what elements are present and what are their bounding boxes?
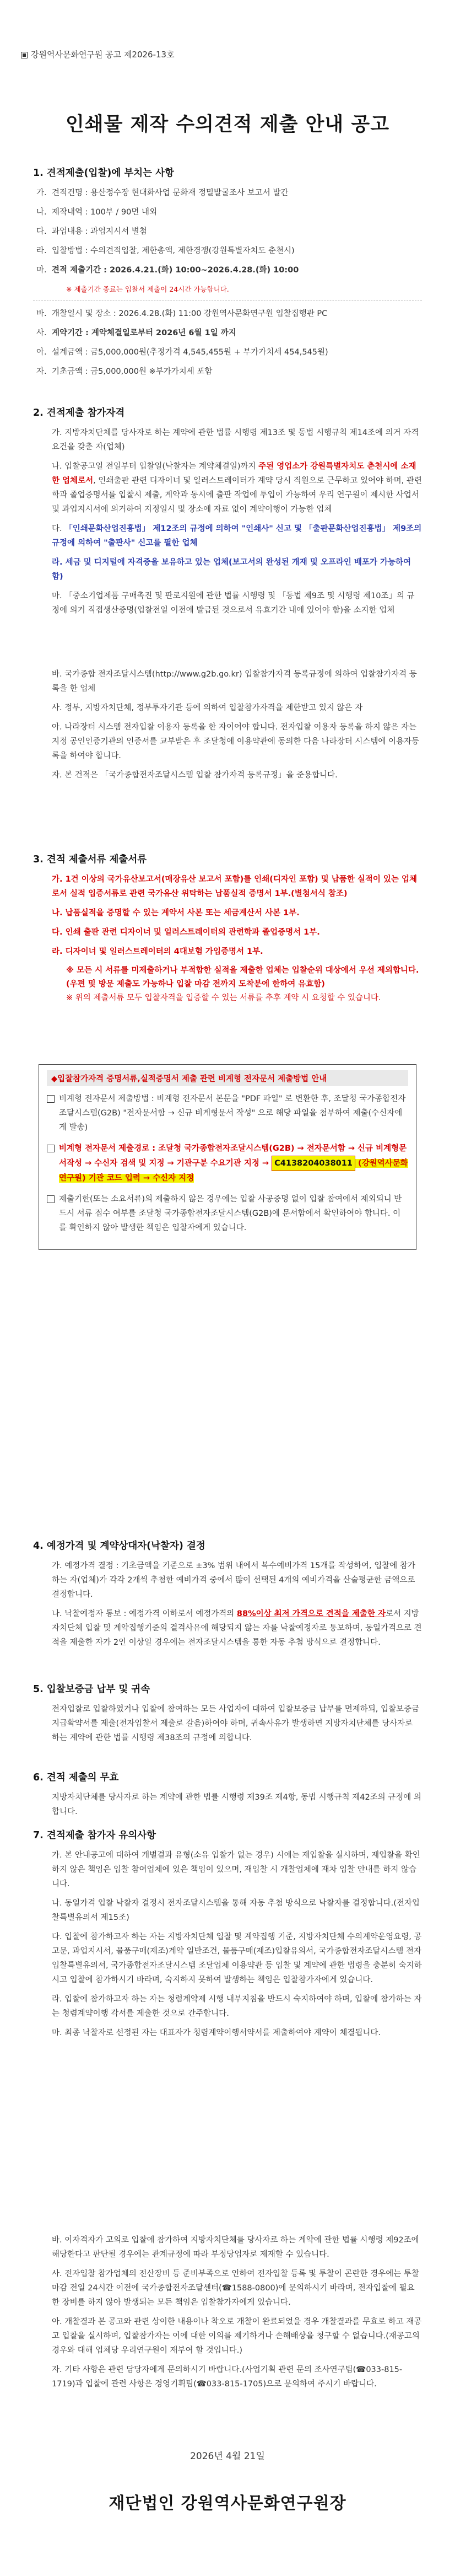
item-label: 바. — [36, 309, 47, 318]
section-3-title: 3. 견적 제출서류 제출서류 — [33, 854, 147, 865]
text: 나. 낙찰예정자 통보 : 예정가격 이하로서 예정가격의 — [52, 1609, 237, 1618]
item-text: 개찰일시 및 장소 : 2026.4.28.(화) 11:00 강원역사문화연구원 입찰집행관 PC — [52, 309, 328, 318]
s7-item-b: 나. 동일가격 입찰 낙찰자 결정시 전자조달시스템을 통해 자동 추첨 방식으로 낙찰자를 결정합니다.(전자입찰특별유의서 제15조) — [52, 1899, 420, 1922]
section-7-continued — [33, 2233, 422, 2396]
s1-item-ga — [33, 186, 422, 200]
s1-item-ba — [33, 307, 422, 321]
s2-item-i: 자. 본 건적은 「국가종합전자조달시스템 입찰 참가자격 등록규정」을 준용합니다. — [52, 771, 338, 780]
divider — [33, 300, 422, 301]
s2-item-a: 가. 지방자치단체를 당사자로 하는 계약에 관한 법률 시행령 제13조 및 동법 시행규칙 제14조에 의거 자격요건을 갖춘 자(업체) — [52, 428, 419, 452]
text: 나. 입찰공고일 전일부터 입찰일(낙찰자는 계약체결일)까지 — [52, 462, 259, 471]
text: 비계형 전자문서 제출경로 : 조달청 국가종합전자조달시스템(G2B) → 전자문서함 → 신규 비계형문서작성 → 수신자 검색 및 지정 → 기관구분 수요기관 지정 → — [59, 1144, 407, 1168]
text: , 인쇄출판 관련 디자이너 및 일러스트레이터가 계약 당시 직원으로 근무하고 있어야 하며, 관련학과 졸업증명서를 입찰시 제출, 계약과 동시에 출판 작업에 투입이 가능하여 우리 연구원이 제시한 사업서 및 과업지시서에 의거하여 지정일시 및 장소에 자료 없이 계약이행이 가능한 업체 — [52, 476, 422, 514]
item-label: 가. — [36, 189, 47, 197]
section-2-title: 2. 견적제출 참가자격 — [33, 407, 125, 418]
s5-text: 전자입찰로 입찰하였거나 입찰에 참여하는 모든 사업자에 대하여 입찰보증금 납부를 면제하되, 입찰보증금 지급확약서를 제출(전자입찰서 제출로 갈음)하여야 하며, 귀속사유가 발생하면 지방자치단체를 당사자로 하는 계약에 관한 법률 시행령 제38조의 규정에 의합니다. — [52, 1705, 420, 1742]
s2-item-h: 아. 나라장터 시스템 전자입찰 이용자 등록을 한 자이어야 합니다. 전자입찰 이용자 등록을 하지 않은 자는 지정 공인인증기관의 인증서를 교부받은 후 조달청에 이용약관에 동의한 다음 나라장터 시스템에 이용자등록을 하여야 합니다. — [52, 723, 420, 760]
s4-item-b — [33, 1607, 422, 1650]
text: 로서 지방자치단체 입찰 및 계약집행기준의 결격사유에 해당되지 않는 자를 낙찰예정자로 통보하며, 동일가격으로 견적을 제출한 자가 2인 이상일 경우에는 전자조달시스템을 통한 자동 추첨 방식으로 결정합니다. — [52, 1609, 422, 1647]
s4-item-a: 가. 예정가격 결정 : 기초금액을 기준으로 ±3% 범위 내에서 복수예비가격 15개를 작성하여, 입찰에 참가하는 자(업체)가 각각 2개씩 추첨한 예비가격 중에서 많이 선택된 4개의 예비가격을 산술평균한 금액으로 결정합니다. — [52, 1561, 415, 1599]
org-code: C4138204038011 — [272, 1156, 355, 1171]
checkbox-icon — [47, 1195, 55, 1203]
section-1 — [33, 165, 422, 384]
box-item-3 — [47, 1192, 408, 1235]
notice-date: 2026년 4월 21일 — [190, 2451, 265, 2462]
item-text: 계약기간 : 계약체결일로부터 2026년 6월 1일 까지 — [52, 329, 236, 337]
section-6-title: 6. 견적 제출의 무효 — [33, 1772, 119, 1783]
notice-number-text: 강원역사문화연구원 공고 제2026-13호 — [31, 50, 175, 60]
item-text: 기초금액 : 금5,000,000원 ※부가가치세 포함 — [52, 367, 213, 376]
item-text: 입찰방법 : 수의견적입찰, 제한총액, 제한경쟁(강원특별자치도 춘천시) — [52, 246, 295, 255]
item-text: 제작내역 : 100부 / 90면 내외 — [52, 208, 157, 217]
section-7 — [33, 1828, 422, 2045]
s2-item-e: 마. 「중소기업제품 구매촉진 및 판로지원에 관한 법률 시행령 및 「동법 제9조 및 시행령 제10조」의 규정에 의거 직접생산증명(입찰전일 이전에 발급된 것으로서 유효기간 내에 있어야 함)을 소지한 업체 — [52, 592, 415, 615]
item-text: 과업내용 : 과업지시서 별첨 — [52, 227, 147, 236]
item-label: 마. — [36, 266, 47, 275]
submission-guide-box — [39, 1064, 416, 1250]
s1-item-sa — [33, 326, 422, 340]
s7-item-a: 가. 본 안내공고에 대하여 개별결과 유형(소유 입찰가 없는 경우) 시에는 재입찰을 실시하며, 재입찰을 확인하지 않은 책임은 입찰 참여업체에 있은 책임이 있으며, 재입찰 시 개찰업체에 재차 입찰 안내를 하지 않습니다. — [52, 1851, 420, 1888]
item-label: 사. — [36, 329, 47, 337]
s3-note-2: ※ 위의 제출서류 모두 입찰자격을 입증할 수 있는 서류를 추후 계약 시 요청할 수 있습니다. — [66, 994, 381, 1002]
text: 다. — [52, 524, 65, 533]
s7-item-g: 사. 전자입찰 참가업체의 전산장비 등 준비부족으로 인하여 전자입찰 등록 및 투찰이 곤란한 경우에는 투찰마감 전일 24시간 이전에 국가종합전자조달센터(☎1588-0800)에 문의하시기 바라며, 전자입찰에 필요한 장비를 하지 않아 발생되는 모든 책임은 입찰참가자에게 있습니다. — [52, 2269, 419, 2307]
text: 제출기한(또는 소요서류)의 제출하지 않은 경우에는 입찰 사공증명 없이 입찰 참여에서 제외되니 반드시 서류 접수 여부를 조달청 국가종합전자조달시스템(G2B)에 문서함에서 확인하여야 합니다. 이를 확인하지 않아 발생한 책임은 입찰자에게 있습니다. — [59, 1195, 402, 1232]
item-label: 나. — [36, 208, 47, 217]
box-item-2 — [47, 1141, 408, 1185]
highlight-text: 주된 영업소가 강원특별자치도 춘천시에 소재한 업체로서 — [52, 462, 416, 485]
s2-item-d: 라. 세금 및 디지털에 자격증을 보유하고 있는 업체(보고서의 완성된 개재 및 오프라인 배포가 가능하여 함) — [52, 558, 411, 581]
item-label: 자. — [36, 367, 47, 376]
s2-item-f: 바. 국가종합 전자조달시스템(http://www.g2b.go.kr) 입찰참가자격 등록규정에 의하여 입찰참가자격 등록을 한 업체 — [52, 670, 417, 693]
s2-item-c — [33, 522, 422, 550]
s1-item-a — [33, 345, 422, 359]
s3-item-d: 라. 디자이너 및 일러스트레이터의 4대보험 가입증명서 1부. — [52, 947, 263, 956]
section-6 — [33, 1770, 422, 1824]
s7-item-f: 바. 이자격자가 고의로 입찰에 참가하여 지방자치단체를 당사자로 하는 계약에 관한 법률 시행령 제92조에 해당한다고 판단될 경우에는 관계규정에 따라 부정당업자로 제재할 수 있습니다. — [52, 2236, 419, 2259]
s6-text: 지방자치단체를 당사자로 하는 계약에 관한 법률 시행령 제39조 제4항, 동법 시행규칙 제42조의 규정에 의합니다. — [52, 1793, 421, 1816]
section-3 — [33, 852, 422, 1005]
page-title: 인쇄물 제작 수의견적 제출 안내 공고 — [65, 114, 390, 136]
s2-item-b — [33, 459, 422, 517]
highlight-text: 88%이상 최저 가격으로 견적을 제출한 자 — [236, 1609, 386, 1618]
s2-item-g: 사. 정부, 지방자치단체, 정부투자기관 등에 의하여 입찰참가자격을 제한받고 있지 않은 자 — [52, 704, 363, 712]
item-text: 설계금액 : 금5,000,000원(추정가격 4,545,455원 + 부가가치세 454,545원) — [52, 348, 328, 357]
item-label: 라. — [36, 246, 47, 255]
s1-item-ma — [33, 263, 422, 277]
checkbox-icon — [47, 1145, 55, 1152]
notice-number — [21, 49, 175, 60]
section-7-title: 7. 견적제출 참가자 유의사항 — [33, 1830, 156, 1841]
s7-item-c: 다. 입찰에 참가하고자 하는 자는 지방자치단체 입찰 및 계약집행 기준, 지방자치단체 수의계약운영요령, 공고문, 과업지시서, 물품구매(제조)계약 일반조건, 물품구매(제조)입찰유의서, 국가종합전자조달시스템 전자입찰특별유의서, 국가종합전자조달시스템 조달업체 이용약관 등 입찰 및 계약에 관한 법령을 충분히 숙지하시고 입찰에 참가하시기 바라며, 숙지하지 못하여 발생하는 책임은 입찰참가자에게 있습니다. — [52, 1933, 422, 1984]
highlight-text: 「인쇄문화산업진흥법」 제12조의 규정에 의하여 "인쇄사" 신고 및 「출판문화산업진흥법」 제9조의 규정에 의하여 "출판사" 신고를 필한 업체 — [52, 524, 422, 548]
s7-item-h: 아. 개찰결과 본 공고와 관련 상이한 내용이나 착오로 개찰이 완료되었을 경우 개찰결과를 무효로 하고 재공고 입찰을 실시하며, 입찰참가자는 이에 대한 이의를 제기하거나 손해배상을 청구할 수 없습니다.(재공고의 경우와 대해 업체당 우리연구원이 재부여 할 것입니다.) — [52, 2317, 422, 2355]
box-item-1 — [47, 1092, 408, 1135]
s1-item-ra — [33, 244, 422, 258]
item-text: 견적건명 : 용산정수장 현대화사업 문화재 정밀발굴조사 보고서 발간 — [52, 189, 289, 197]
section-4 — [33, 1538, 422, 1655]
text: 비계형 전자문서 제출방법 : 비계형 전자문서 본문을 "PDF 파일" 로 변환한 후, 조달청 국가종합전자조달시스템(G2B) "전자문서함 → 신규 비계형문서 작성" 으로 해당 파일을 첨부하여 제출(수신자에게 발송) — [59, 1094, 406, 1132]
box-heading: ◆입찰참가자격 증명서류,실적증명서 제출 관련 비계형 전자문서 제출방법 안내 — [47, 1070, 408, 1086]
s3-item-a: 가. 1건 이상의 국가유산보고서(매장유산 보고서 포함)를 인쇄(디자인 포함) 및 납품한 실적이 있는 업체로서 실적 입증서류로 관련 국가유산 위탁하는 납품실적 증명서 1부.(별첨서식 참조) — [52, 875, 417, 898]
section-1-title: 1. 견적제출(입찰)에 부치는 사항 — [33, 168, 174, 179]
section-5-title: 5. 입찰보증금 납부 및 귀속 — [33, 1684, 150, 1695]
s1-item-na — [33, 205, 422, 219]
s7-item-d: 라. 입찰에 참가하고자 하는 자는 청렴계약제 시행 내부지침을 반드시 숙지하여야 하며, 입찰에 참가하는 자는 청렴계약이행 각서를 제출한 것으로 간주합니다. — [52, 1995, 422, 2018]
organization-signature: 재단법인 강원역사문화연구원장 — [109, 2494, 346, 2513]
s3-item-c: 다. 인쇄 출판 관련 디자이너 및 일러스트레이터의 관련학과 졸업증명서 1부. — [52, 928, 320, 937]
s1-item-ja — [33, 364, 422, 379]
s7-item-i: 자. 기타 사항은 관련 담당자에게 문의하시기 바랍니다.(사업기획 관련 문의 조사연구팀(☎033-815-1719)과 입찰에 관련 사항은 경영기획팀(☎033-815-1705)으로 문의하여 주시기 바랍니다. — [52, 2365, 403, 2389]
section-2 — [33, 405, 422, 787]
s7-item-e: 마. 최종 낙찰자로 선정된 자는 대표자가 청렴계약이행서약서를 제출하여야 계약이 체결됩니다. — [52, 2028, 381, 2037]
item-text: 견적 제출기간 : 2026.4.21.(화) 10:00~2026.4.28.(화) 10:00 — [52, 266, 299, 275]
item-label: 다. — [36, 227, 47, 236]
section-4-title: 4. 예정가격 및 계약상대자(낙찰자) 결정 — [33, 1541, 205, 1552]
s1-item-da — [33, 224, 422, 239]
square-bullet-icon — [21, 52, 28, 58]
s3-note-1: ※ 모든 시 서류를 미제출하거나 부적합한 실적을 제출한 업체는 입찰순위 대상에서 우선 제외합니다.(우편 및 방문 제출도 가능하나 입찰 마감 전까지 도착분에 한하여 유효함) — [66, 966, 419, 989]
document-page — [33, 0, 422, 2576]
checkbox-icon — [47, 1095, 55, 1103]
section-5 — [33, 1682, 422, 1750]
text: (강원역사문화연구원) 기관 코드 입력 → 수신자 지정 — [59, 1159, 408, 1183]
s1-note: ※ 제출기간 종료는 입찰서 제출이 24시간 가능합니다. — [66, 285, 229, 293]
item-label: 아. — [36, 348, 47, 357]
s3-item-b: 나. 납품실적을 증명할 수 있는 계약서 사본 또는 세금계산서 사본 1부. — [52, 909, 300, 917]
